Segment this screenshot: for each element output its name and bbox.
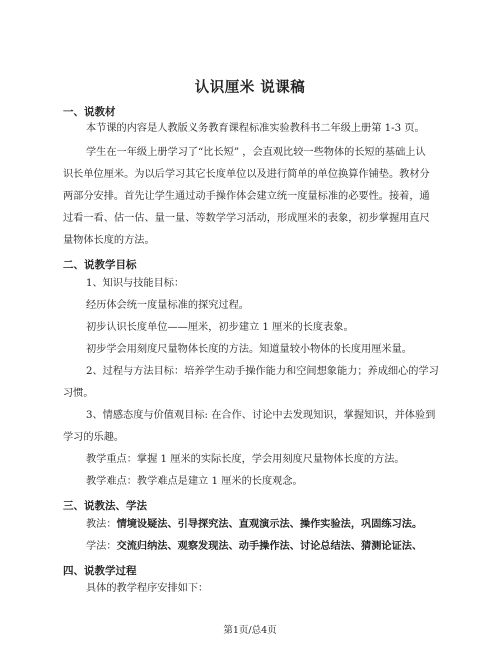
paragraph-line bbox=[86, 520, 422, 530]
paragraph-line: 3、情感态度与价值观目标: 在合作、讨论中去发现知识，掌握知识，并体验到 bbox=[86, 410, 436, 421]
section-heading-2: 二、说教学目标 bbox=[63, 259, 137, 271]
paragraph-line: 初步认识长度单位——厘米，初步建立 1 厘米的长度表象。 bbox=[86, 322, 354, 333]
paragraph-line: 教学难点：教学难点是建立 1 厘米的长度观念。 bbox=[86, 476, 303, 487]
paragraph-line bbox=[86, 542, 422, 552]
bold-text: 情境设疑法、引导探究法、直观演示法、操作实验法，巩固练习法。 bbox=[116, 519, 423, 530]
paragraph-line: 学习的乐趣。 bbox=[63, 432, 125, 443]
paragraph-line: 经历体会统一度量标准的探究过程。 bbox=[86, 300, 249, 311]
label-text: 教法： bbox=[86, 519, 117, 530]
section-heading-1: 一、说教材 bbox=[63, 106, 116, 118]
paragraph-line: 初步学会用刻度尺量物体长度的方法。知道量较小物体的长度用厘米量。 bbox=[86, 344, 412, 355]
paragraph-line: 识长单位厘米。为以后学习其它长度单位以及进行简单的单位换算作铺垫。教材分 bbox=[63, 169, 430, 180]
paragraph-line: 过看一看、估一估、量一量、等数学学习活动，形成厘米的表象，初步掌握用直尺 bbox=[63, 213, 430, 224]
paragraph-line: 具体的教学程序安排如下： bbox=[86, 583, 209, 594]
paragraph-line: 教学重点：掌握 1 厘米的实际长度，学会用刻度尺量物体长度的方法。 bbox=[86, 454, 405, 465]
section-heading-3: 三、说教法、学法 bbox=[63, 500, 147, 512]
paragraph-line: 1、知识与技能目标： bbox=[86, 278, 185, 289]
section-heading-4: 四、说教学过程 bbox=[63, 565, 137, 577]
paragraph-line: 习惯。 bbox=[63, 388, 94, 399]
paragraph-line: 两部分安排。首先让学生通过动手操作体会建立统一度量标准的必要性。接着，通 bbox=[63, 191, 430, 202]
label-text: 学法： bbox=[86, 541, 117, 552]
document-title: 认识厘米 说课稿 bbox=[194, 80, 306, 96]
paragraph-line: 本节课的内容是人教版义务教育课程标准实验教科书二年级上册第 1-3 页。 bbox=[86, 123, 425, 134]
paragraph-line: 2、过程与方法目标：培养学生动手操作能力和空间想象能力；养成细心的学习 bbox=[86, 366, 439, 377]
bold-text: 交流归纳法、观察发现法、动手操作法、讨论总结法、猜测论证法、 bbox=[116, 541, 423, 552]
page-footer: 第1页/总4页 bbox=[223, 625, 277, 636]
paragraph-line: 学生在一年级上册学习了“比长短” ，会直观比较一些物体的长短的基础上认 bbox=[86, 147, 426, 158]
paragraph-line: 量物体长度的方法。 bbox=[63, 235, 155, 246]
